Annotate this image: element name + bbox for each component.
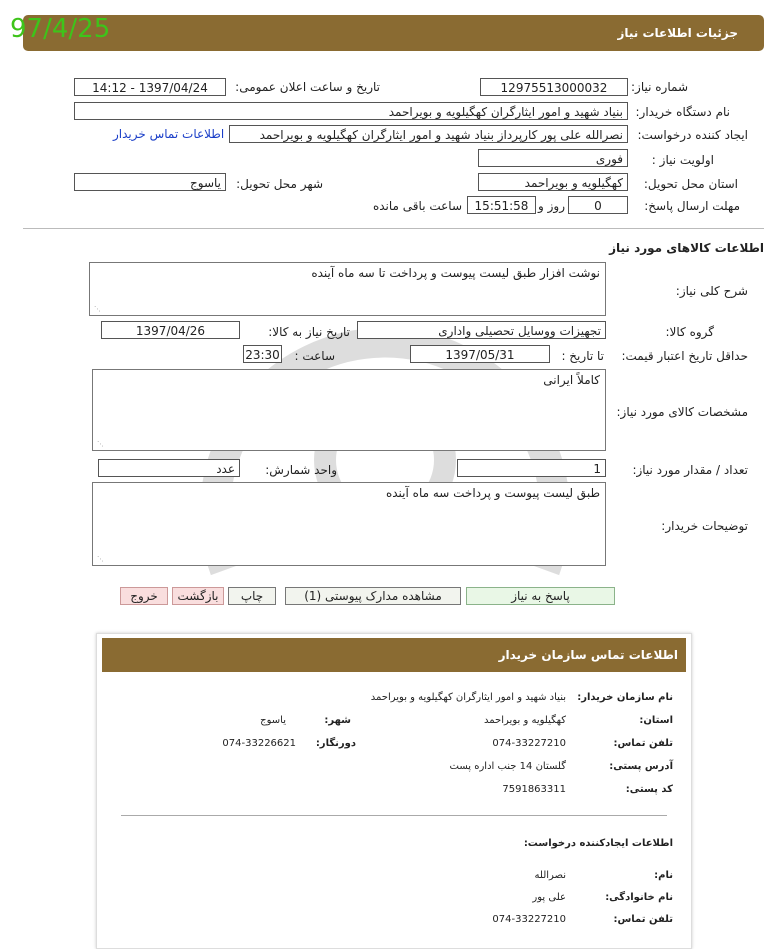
priority-label: اولویت نیاز : bbox=[651, 153, 714, 167]
specs-label: مشخصات کالای مورد نیاز: bbox=[616, 405, 748, 419]
address-key: آدرس پستی: bbox=[609, 761, 673, 772]
back-button[interactable]: بازگشت bbox=[172, 587, 224, 605]
exit-button[interactable]: خروج bbox=[120, 587, 168, 605]
postal-key: کد پستی: bbox=[625, 784, 673, 795]
org-label: نام سازمان خریدار: bbox=[577, 692, 673, 703]
need-number-field: 12975513000032 bbox=[480, 78, 628, 96]
buyer-org-field: بنیاد شهید و امور ایثارگران کهگیلویه و بویراحمد bbox=[74, 102, 628, 120]
summary-textarea bbox=[89, 262, 606, 316]
fax-key: دورنگار: bbox=[315, 738, 356, 749]
contact-card-header bbox=[102, 638, 686, 672]
creator-section-title: اطلاعات ایجادکننده درخواست: bbox=[523, 838, 673, 849]
until-date-label: تا تاریخ : bbox=[561, 349, 604, 363]
priority-field: فوری bbox=[478, 149, 628, 167]
contact-info-link[interactable]: اطلاعات تماس خریدار bbox=[113, 127, 225, 141]
summary-text: نوشت افزار طبق لیست پیوست و پرداخت تا سه ماه آینده bbox=[311, 266, 600, 280]
date-stamp: 97/4/25 bbox=[10, 14, 111, 44]
contact-card-title: اطلاعات تماس سازمان خریدار bbox=[498, 648, 678, 662]
city-value: یاسوج bbox=[260, 715, 286, 726]
creator-field: نصرالله علی پور کارپرداز بنیاد شهید و امور ایثارگران کهگیلویه و بویراحمد bbox=[229, 125, 628, 143]
creator-phone-key: تلفن تماس: bbox=[613, 914, 673, 925]
page-title: جزئیات اطلاعات نیاز bbox=[617, 26, 738, 40]
until-date-field: 1397/05/31 bbox=[410, 345, 550, 363]
family-key: نام خانوادگی: bbox=[605, 892, 673, 903]
announce-field: 1397/04/24 - 14:12 bbox=[74, 78, 226, 96]
phone-key: تلفن تماس: bbox=[613, 738, 673, 749]
unit-label: واحد شمارش: bbox=[265, 463, 337, 477]
province-label: استان محل تحویل: bbox=[643, 177, 738, 191]
attachments-button[interactable]: مشاهده مدارک پیوستی (1) bbox=[285, 587, 461, 605]
resize-grip-icon[interactable]: ⋰ bbox=[97, 440, 104, 448]
buyer-notes-label: توضیحات خریدار: bbox=[661, 519, 748, 533]
buyer-notes-text: طبق لیست پیوست و پرداخت سه ماه آینده bbox=[385, 486, 600, 500]
unit-field: عدد bbox=[98, 459, 240, 477]
card-divider bbox=[121, 815, 667, 816]
creator-phone-value: 074-33227210 bbox=[492, 914, 566, 925]
need-date-label: تاریخ نیاز به کالا: bbox=[268, 325, 350, 339]
org-value: بنیاد شهید و امور ایثارگران کهگیلویه و بویراحمد bbox=[370, 692, 566, 703]
creator-label: ایجاد کننده درخواست: bbox=[637, 128, 748, 142]
time-remaining-label: ساعت باقی مانده bbox=[372, 199, 462, 213]
buyer-contact-card bbox=[96, 633, 692, 949]
resize-grip-icon[interactable]: ⋰ bbox=[94, 305, 101, 313]
family-value: علی پور bbox=[532, 892, 566, 903]
qty-field: 1 bbox=[457, 459, 606, 477]
print-button[interactable]: چاپ bbox=[228, 587, 276, 605]
group-label: گروه کالا: bbox=[665, 325, 714, 339]
hour-label: ساعت : bbox=[294, 349, 335, 363]
city-key: شهر: bbox=[324, 715, 351, 726]
divider bbox=[23, 228, 764, 229]
postal-value: 7591863311 bbox=[502, 784, 566, 795]
city-field: یاسوج bbox=[74, 173, 226, 191]
resize-grip-icon[interactable]: ⋰ bbox=[97, 555, 104, 563]
fax-value: 074-33226621 bbox=[222, 738, 296, 749]
days-unit-label: روز و bbox=[538, 199, 565, 213]
address-value: گلستان 14 جنب اداره پست bbox=[449, 761, 566, 772]
province-field: کهگیلویه و بویراحمد bbox=[478, 173, 628, 191]
buyer-org-label: نام دستگاه خریدار: bbox=[635, 105, 730, 119]
specs-textarea bbox=[92, 369, 606, 451]
deadline-label: مهلت ارسال پاسخ: bbox=[644, 199, 740, 213]
need-date-field: 1397/04/26 bbox=[101, 321, 240, 339]
days-field: 0 bbox=[568, 196, 628, 214]
group-field: تجهیزات ووسایل تحصیلی واداری bbox=[357, 321, 606, 339]
buyer-notes-textarea bbox=[92, 482, 606, 566]
goods-section-title: اطلاعات کالاهای مورد نیاز bbox=[609, 241, 764, 255]
name-value: نصرالله bbox=[534, 870, 566, 881]
province-key: استان: bbox=[639, 715, 673, 726]
specs-text: کاملاً ایرانی bbox=[543, 373, 600, 387]
city-label: شهر محل تحویل: bbox=[236, 177, 323, 191]
phone-value: 074-33227210 bbox=[492, 738, 566, 749]
announce-label: تاریخ و ساعت اعلان عمومی: bbox=[235, 80, 380, 94]
need-number-label: شماره نیاز: bbox=[631, 80, 688, 94]
page-header bbox=[23, 15, 764, 51]
province-value: کهگیلویه و بویراحمد bbox=[484, 715, 566, 726]
time-field: 15:51:58 bbox=[467, 196, 536, 214]
hour-field: 23:30 bbox=[243, 345, 282, 363]
reply-button[interactable]: پاسخ به نیاز bbox=[466, 587, 615, 605]
summary-label: شرح کلی نیاز: bbox=[675, 284, 748, 298]
price-valid-label: حداقل تاریخ اعتبار قیمت: bbox=[621, 349, 748, 363]
qty-label: تعداد / مقدار مورد نیاز: bbox=[632, 463, 748, 477]
name-key: نام: bbox=[654, 870, 673, 881]
